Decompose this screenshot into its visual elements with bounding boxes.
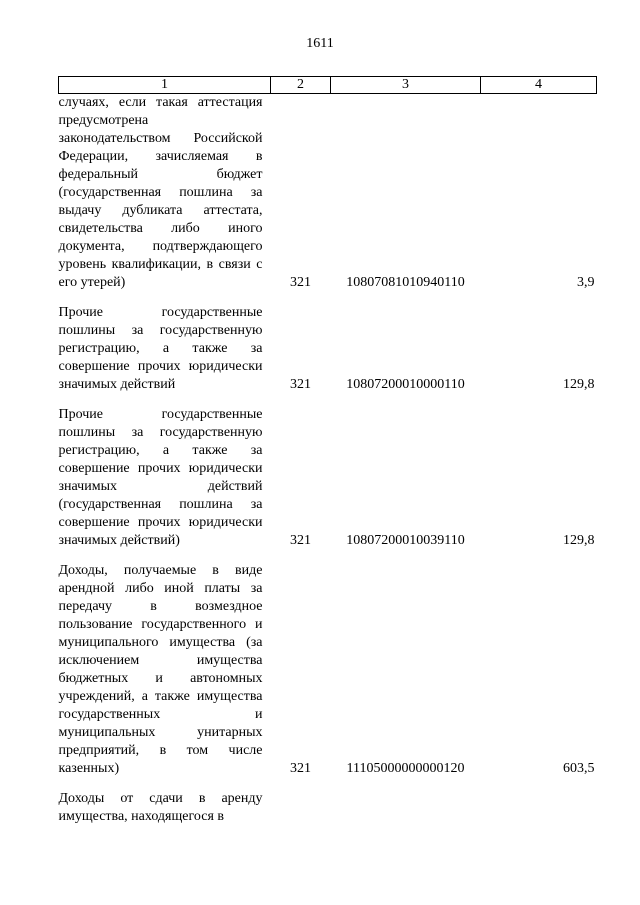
admin-code <box>271 790 331 826</box>
admin-code: 321 <box>290 275 311 290</box>
amount: 129,8 <box>563 533 595 548</box>
admin-code: 321 <box>290 533 311 548</box>
table-row <box>59 94 597 305</box>
amount: 603,5 <box>563 761 595 776</box>
admin-code: 321 <box>290 377 311 392</box>
budget-code <box>331 790 481 826</box>
table-row <box>59 790 597 826</box>
revenue-name: Прочие государственные пошлины за государственную регистрацию, а также за совершение прочих юридически значимых действий (государственная пошлина за совершение прочих юридически значимых действий) <box>58 407 263 548</box>
revenue-table <box>58 76 597 826</box>
amount: 3,9 <box>577 275 595 290</box>
table-row <box>59 304 597 406</box>
revenue-name: случаях, если такая аттестация предусмотрена законодательством Российской Федерации, зачисляемая в федеральный бюджет (государственная пошлина за выдачу дубликата аттестата, свидетельства либо иного документа, подтверждающего уровень квалификации, в связи с его утерей) <box>58 95 263 290</box>
table-row <box>59 406 597 562</box>
revenue-name: Доходы, получаемые в виде арендной либо иной платы за передачу в возмездное пользование государственного и муниципального имущества (за исключением имущества бюджетных и автономных учреждений, а также имущества государственных и муниципальных унитарных предприятий, в том числе казенных) <box>58 563 263 776</box>
table-row <box>59 562 597 790</box>
amount: 129,8 <box>563 377 595 392</box>
column-header-3: 3 <box>331 77 481 94</box>
admin-code: 321 <box>290 761 311 776</box>
budget-code: 10807081010940110 <box>346 275 465 290</box>
amount <box>481 790 597 826</box>
header-row <box>59 77 597 94</box>
column-header-1: 1 <box>59 77 271 94</box>
budget-code: 10807200010039110 <box>346 533 465 548</box>
budget-code: 11105000000000120 <box>346 761 465 776</box>
revenue-name: Прочие государственные пошлины за государственную регистрацию, а также за совершение прочих юридически значимых действий <box>58 305 263 392</box>
column-header-2: 2 <box>271 77 331 94</box>
budget-code: 10807200010000110 <box>346 377 465 392</box>
revenue-name: Доходы от сдачи в аренду имущества, находящегося в <box>58 791 263 824</box>
column-header-4: 4 <box>481 77 597 94</box>
page-number: 1611 <box>306 36 334 51</box>
